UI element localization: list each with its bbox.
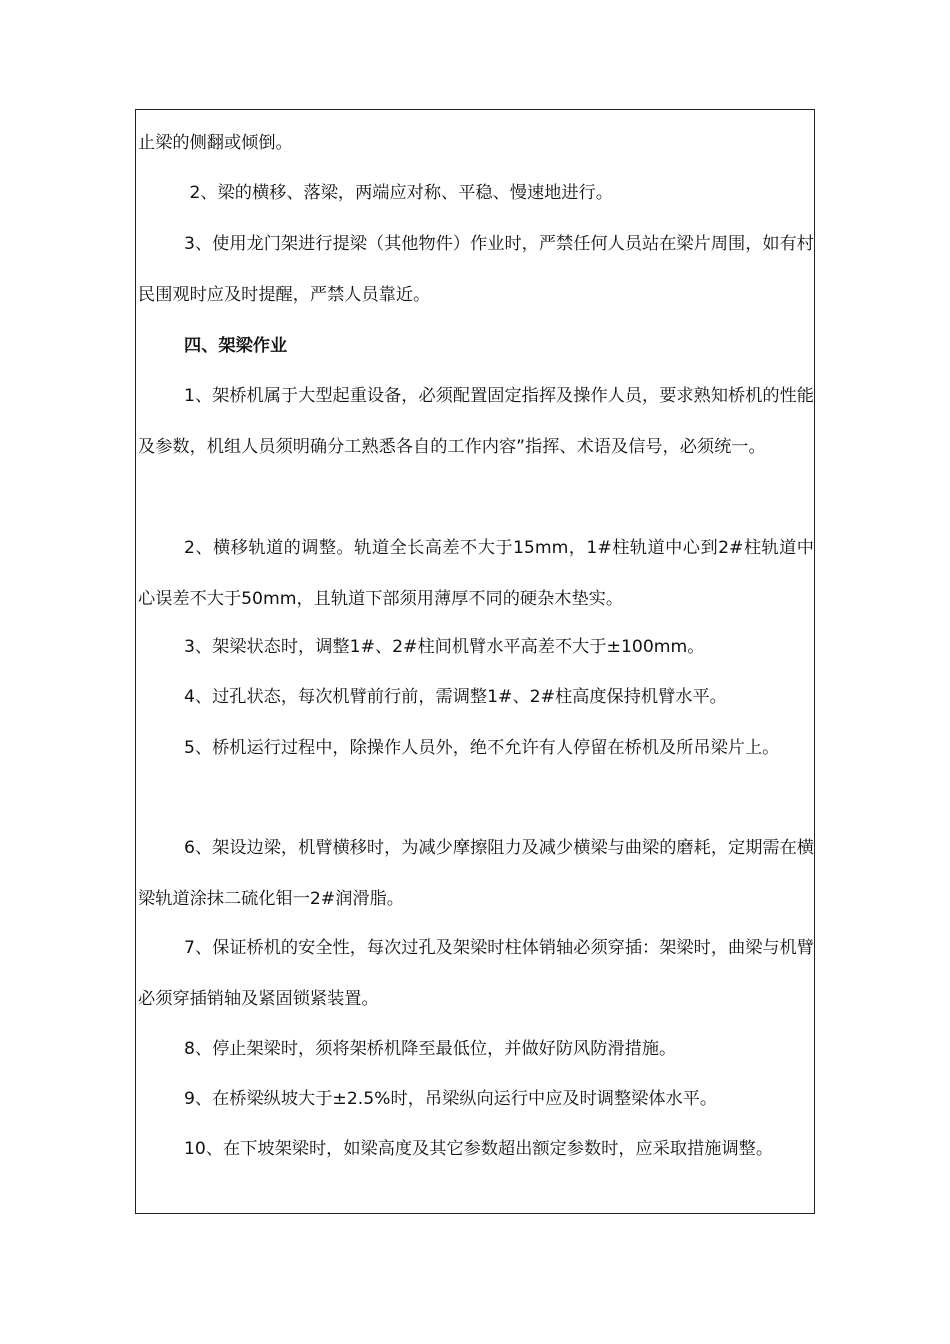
paragraph-bridge-5: 5、桥机运行过程中，除操作人员外，绝不允许有人停留在桥机及所吊梁片上。	[184, 738, 780, 758]
paragraph-bridge-9: 9、在桥梁纵坡大于±2.5%时，吊梁纵向运行中应及时调整梁体水平。	[184, 1089, 718, 1109]
paragraph-continuation: 止梁的侧翻或倾倒。	[138, 133, 293, 153]
section-heading: 四、架梁作业	[184, 336, 288, 356]
paragraph-bridge-8: 8、停止架梁时，须将架桥机降至最低位，并做好防风防滑措施。	[184, 1039, 677, 1059]
paragraph-bridge-1: 1、架桥机属于大型起重设备，必须配置固定指挥及操作人员，要求熟知桥机的性能及参数，机组人员须明确分工熟悉各自的工作内容”指挥、术语及信号，必须统一。	[138, 386, 814, 457]
paragraph-bridge-6: 6、架设边梁，机臂横移时，为减少摩擦阻力及减少横梁与曲梁的磨耗，定期需在横梁轨道涂抹二硫化钼一2#润滑脂。	[138, 838, 814, 909]
paragraph-bridge-4: 4、过孔状态，每次机臂前行前，需调整1#、2#柱高度保持机臂水平。	[184, 687, 727, 707]
paragraph-bridge-10: 10、在下坡架梁时，如梁高度及其它参数超出额定参数时，应采取措施调整。	[184, 1139, 774, 1159]
paragraph-item-3: 3、使用龙门架进行提梁（其他物件）作业时，严禁任何人员站在梁片周围，如有村民围观时应及时提醒，严禁人员靠近。	[138, 234, 814, 305]
paragraph-item-2: 2、梁的横移、落梁，两端应对称、平稳、慢速地进行。	[184, 183, 613, 203]
paragraph-bridge-7: 7、保证桥机的安全性，每次过孔及架梁时柱体销轴必须穿插：架梁时，曲梁与机臂必须穿插销轴及紧固锁紧装置。	[138, 938, 814, 1009]
paragraph-bridge-2: 2、横移轨道的调整。轨道全长高差不大于15mm，1#柱轨道中心到2#柱轨道中心误差不大于50mm，且轨道下部须用薄厚不同的硬杂木垫实。	[138, 538, 814, 609]
paragraph-bridge-3: 3、架梁状态时，调整1#、2#柱间机臂水平高差不大于±100mm。	[184, 637, 705, 657]
